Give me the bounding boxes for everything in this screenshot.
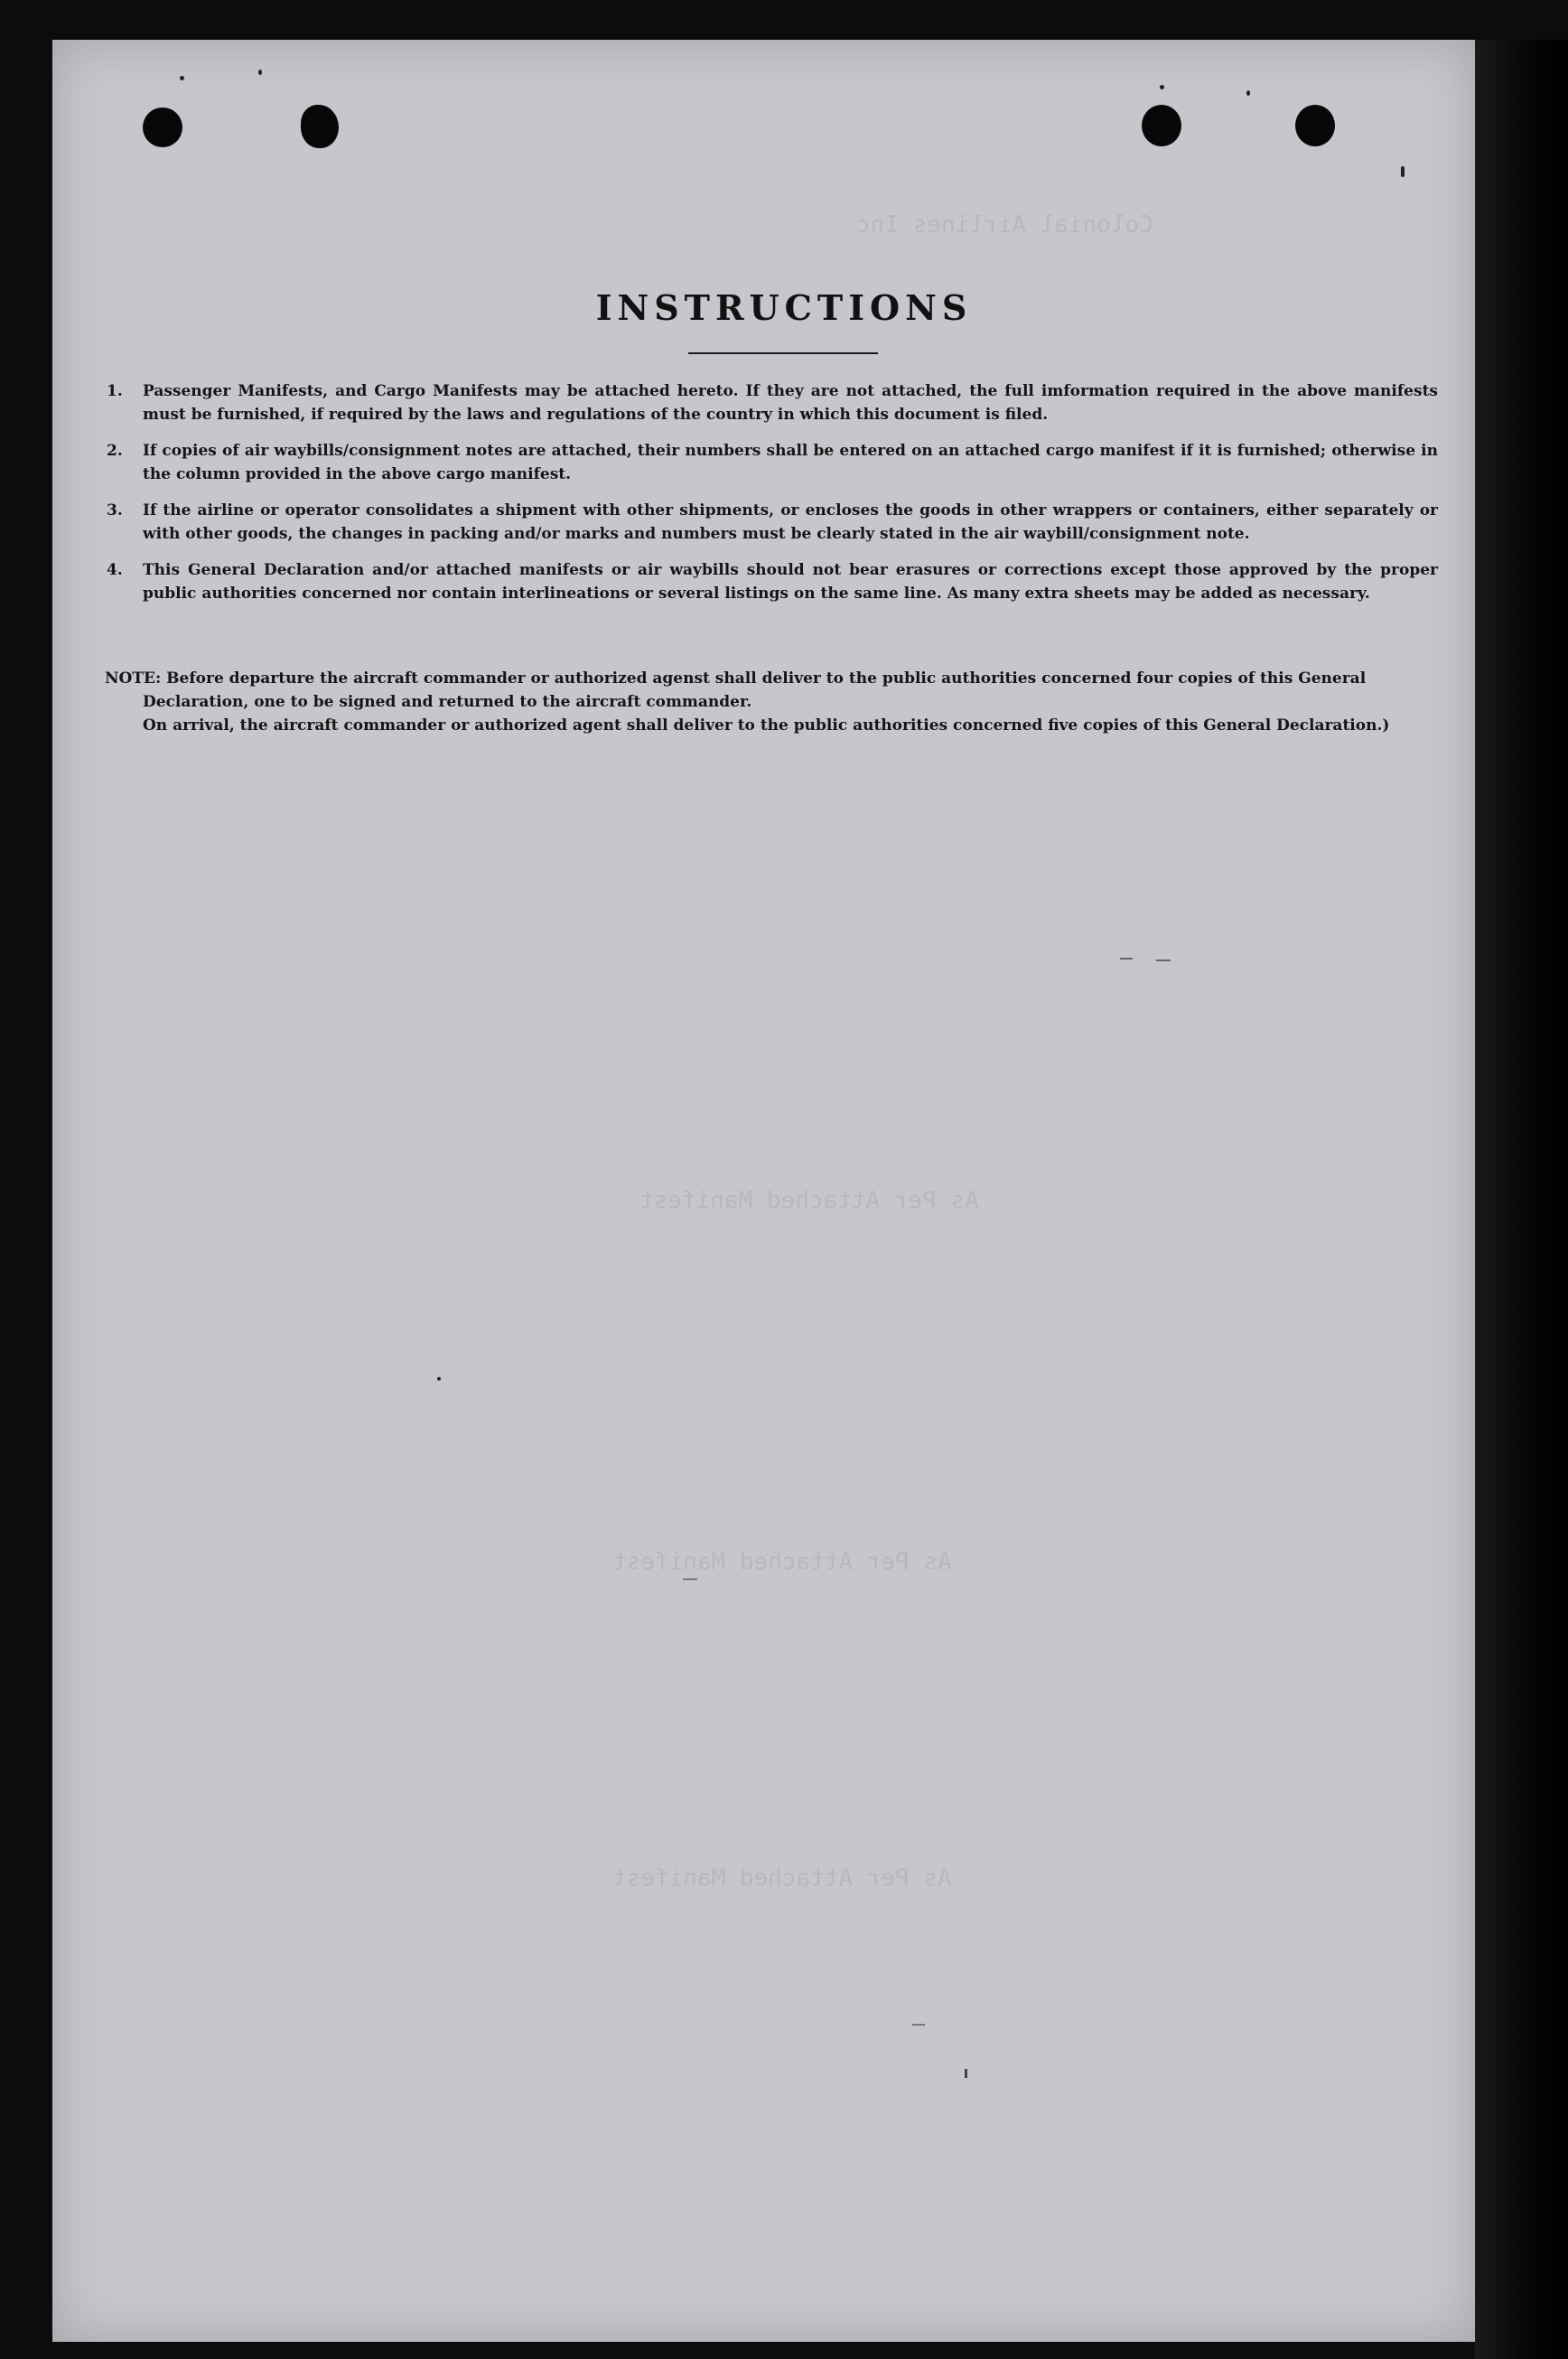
speck (1401, 166, 1405, 177)
item-text: This General Declaration and/or attached manifests or air waybills should not bear erasures or corrections except those approved by the proper public authorities concerned nor contain interlineations or several listings on the same line. As many extra sheets may be added as necessary. (143, 561, 1438, 603)
instruction-item (101, 439, 1438, 486)
punch-hole (301, 105, 339, 148)
instruction-item (101, 499, 1438, 546)
stray-mark (965, 2069, 967, 2078)
note-departure-text: Before departure the aircraft commander or authorized agenst shall deliver to the public authorities concerned four copies of this General Declaration, one to be signed and returned to the aircraft commander. (143, 669, 1367, 711)
note-section (105, 667, 1438, 737)
punch-hole (1295, 105, 1335, 146)
speck (258, 70, 262, 75)
stray-mark (683, 1578, 697, 1580)
stray-mark (1156, 960, 1171, 961)
speck (180, 76, 184, 80)
scan-border (1475, 40, 1568, 2359)
speck (1160, 85, 1164, 89)
instruction-list (101, 379, 1438, 618)
item-text: Passenger Manifests, and Cargo Manifests may be attached hereto. If they are not attached, the full imformation required in the above manifests must be furnished, if required by the laws and regulations of the country in which this document is filed. (143, 382, 1438, 424)
title-underline (688, 352, 878, 354)
note-departure (105, 667, 1438, 714)
bleed-through-text: As Per Attached Manifest (639, 1187, 979, 1214)
speck (1246, 90, 1250, 96)
note-arrival: On arrival, the aircraft commander or authorized agent shall deliver to the public authorities concerned five copies of this General Declaration.) (143, 716, 1390, 735)
punch-hole (1142, 105, 1181, 146)
bleed-through-text: As Per Attached Manifest (612, 1865, 952, 1892)
speck (437, 1377, 441, 1381)
punch-hole (143, 108, 182, 147)
item-number: 2. (107, 442, 123, 460)
instruction-item (101, 558, 1438, 605)
page-title: INSTRUCTIONS (595, 287, 973, 328)
bleed-through-text: As Per Attached Manifest (612, 1549, 952, 1576)
item-text: If copies of air waybills/consignment notes are attached, their numbers shall be entered on an attached cargo manifest if it is furnished; otherwise in the column provided in the above cargo manifest. (143, 442, 1438, 483)
item-number: 4. (107, 561, 123, 579)
item-number: 3. (107, 501, 123, 520)
item-text: If the airline or operator consolidates a shipment with other shipments, or encloses the goods in other wrappers or containers, either separately or with other goods, the changes in packing and/or marks and numbers must be clearly stated in the air waybill/consignment note. (143, 501, 1438, 543)
stray-mark (912, 2024, 925, 2026)
note-label: NOTE: (105, 669, 162, 688)
instruction-item (101, 379, 1438, 426)
stray-mark (1120, 958, 1133, 960)
bleed-through-text: Colonial Airlines Inc (856, 211, 1153, 239)
item-number: 1. (107, 382, 123, 400)
